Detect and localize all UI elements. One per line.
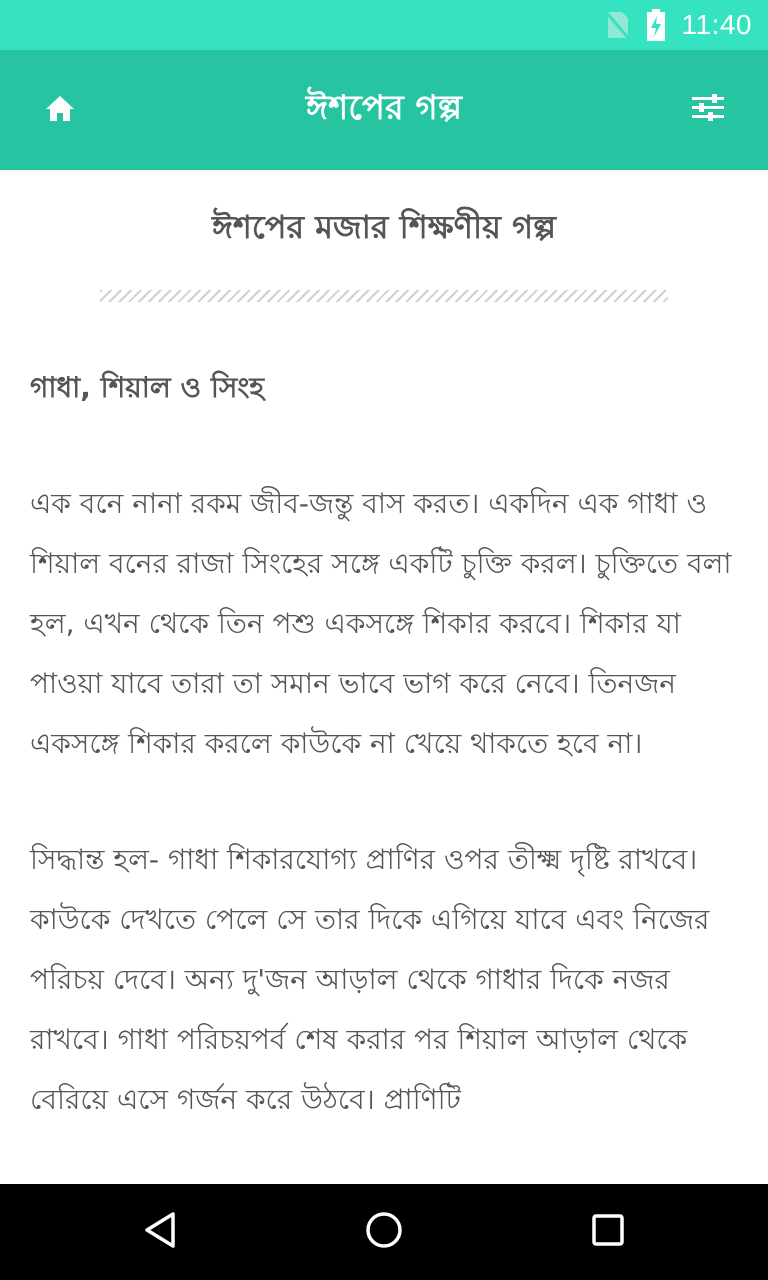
settings-sliders-icon bbox=[692, 93, 724, 127]
battery-charging-icon bbox=[646, 9, 666, 41]
home-nav-button[interactable] bbox=[360, 1208, 408, 1256]
home-button[interactable] bbox=[36, 90, 84, 130]
heading-divider bbox=[100, 290, 668, 302]
no-sim-icon bbox=[606, 10, 630, 40]
back-icon bbox=[140, 1210, 180, 1254]
story-paragraph: এক বনে নানা রকম জীব-জন্তু বাস করত। একদিন এক গাধা ও শিয়াল বনের রাজা সিংহের সঙ্গে একটি চুক্তি করল। চুক্তিতে বলা হল, এখন থেকে তিন পশু একসঙ্গে শিকার করবে। শিকার যা পাওয়া যাবে তারা তা সমান ভাবে ভাগ করে নেবে। তিনজন একসঙ্গে শিকার করলে কাউকে না খেয়ে থাকতে হবে না। bbox=[30, 487, 732, 760]
page-heading: ঈশপের মজার শিক্ষণীয় গল্প bbox=[212, 208, 556, 246]
status-bar bbox=[0, 0, 768, 50]
recents-icon bbox=[588, 1210, 628, 1254]
home-icon bbox=[44, 94, 76, 126]
story-paragraph: সিদ্ধান্ত হল- গাধা শিকারযোগ্য প্রাণির ওপর তীক্ষ্ম দৃষ্টি রাখবে। কাউকে দেখতে পেলে সে তার দিকে এগিয়ে যাবে এবং নিজের পরিচয় দেবে। অন্য দু'জন আড়াল থেকে গাধার দিকে নজর রাখবে। গাধা পরিচয়পর্ব শেষ করার পর শিয়াল আড়াল থেকে বেরিয়ে এসে গর্জন করে উঠবে। প্রাণিটি bbox=[30, 843, 710, 1116]
app-bar bbox=[0, 50, 768, 170]
back-button[interactable] bbox=[136, 1208, 184, 1256]
status-time: 11:40 bbox=[681, 9, 752, 40]
settings-button[interactable] bbox=[684, 90, 732, 130]
home-circle-icon bbox=[364, 1210, 404, 1254]
navigation-bar bbox=[0, 1184, 768, 1280]
story-content[interactable] bbox=[0, 170, 768, 1184]
story-title: গাধা, শিয়াল ও সিংহ bbox=[30, 371, 265, 404]
app-title: ঈশপের গল্প bbox=[305, 87, 463, 128]
recents-button[interactable] bbox=[584, 1208, 632, 1256]
